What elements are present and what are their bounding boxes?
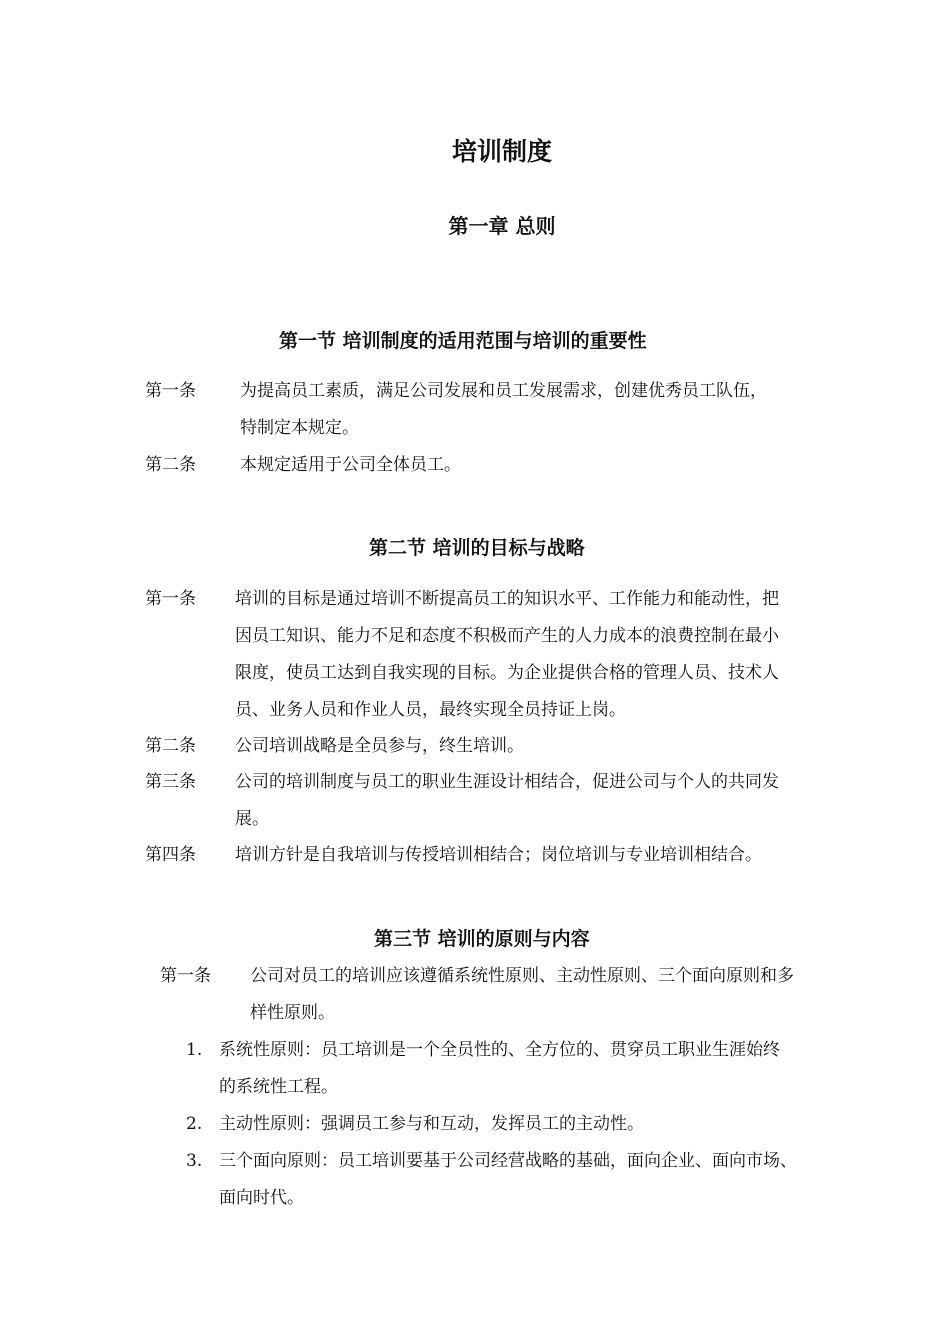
list-item-text-line: 主动性原则：强调员工参与和互动，发挥员工的主动性。 — [219, 1114, 644, 1134]
list-item-text-line: 三个面向原则：员工培训要基于公司经营战略的基础，面向企业、面向市场、 — [219, 1151, 797, 1171]
article-text-line: 特制定本规定。 — [240, 418, 359, 438]
section-heading-2: 第二节 培训的目标与战略 — [369, 537, 585, 559]
article-text-line: 展。 — [235, 809, 269, 829]
page-title: 培训制度 — [451, 137, 552, 166]
article-text-line: 因员工知识、能力不足和态度不积极而产生的人力成本的浪费控制在最小 — [235, 626, 779, 646]
article-text-line: 样性原则。 — [250, 1003, 335, 1023]
list-item-text-line: 面向时代。 — [219, 1188, 304, 1208]
article-text-line: 为提高员工素质，满足公司发展和员工发展需求，创建优秀员工队伍， — [240, 381, 767, 401]
list-item-number: 2. — [186, 1114, 203, 1134]
article-label: 第三条 — [145, 772, 196, 792]
article-label: 第一条 — [145, 589, 196, 609]
article-label: 第一条 — [145, 381, 196, 401]
article-label: 第二条 — [145, 455, 196, 475]
list-item-text-line: 的系统性工程。 — [219, 1077, 338, 1097]
list-item-number: 1. — [186, 1040, 203, 1060]
article-label: 第一条 — [160, 966, 211, 986]
article-label: 第二条 — [145, 736, 196, 756]
article-text-line: 限度，使员工达到自我实现的目标。为企业提供合格的管理人员、技术人 — [235, 663, 779, 683]
article-text-line: 公司对员工的培训应该遵循系统性原则、主动性原则、三个面向原则和多 — [250, 966, 794, 986]
article-text-line: 培训方针是自我培训与传授培训相结合；岗位培训与专业培训相结合。 — [235, 845, 762, 865]
article-text-line: 员、业务人员和作业人员，最终实现全员持证上岗。 — [235, 700, 626, 720]
article-text-line: 培训的目标是通过培训不断提高员工的知识水平、工作能力和能动性，把 — [235, 589, 779, 609]
list-item-number: 3. — [186, 1151, 203, 1171]
section-heading-3: 第三节 培训的原则与内容 — [374, 928, 590, 950]
section-heading-1: 第一节 培训制度的适用范围与培训的重要性 — [279, 330, 647, 352]
article-label: 第四条 — [145, 845, 196, 865]
list-item-text-line: 系统性原则：员工培训是一个全员性的、全方位的、贯穿员工职业生涯始终 — [219, 1040, 780, 1060]
chapter-heading: 第一章 总则 — [448, 214, 556, 238]
article-text-line: 公司的培训制度与员工的职业生涯设计相结合，促进公司与个人的共同发 — [235, 772, 779, 792]
article-text-line: 公司培训战略是全员参与，终生培训。 — [235, 736, 524, 756]
article-text-line: 本规定适用于公司全体员工。 — [240, 455, 461, 475]
